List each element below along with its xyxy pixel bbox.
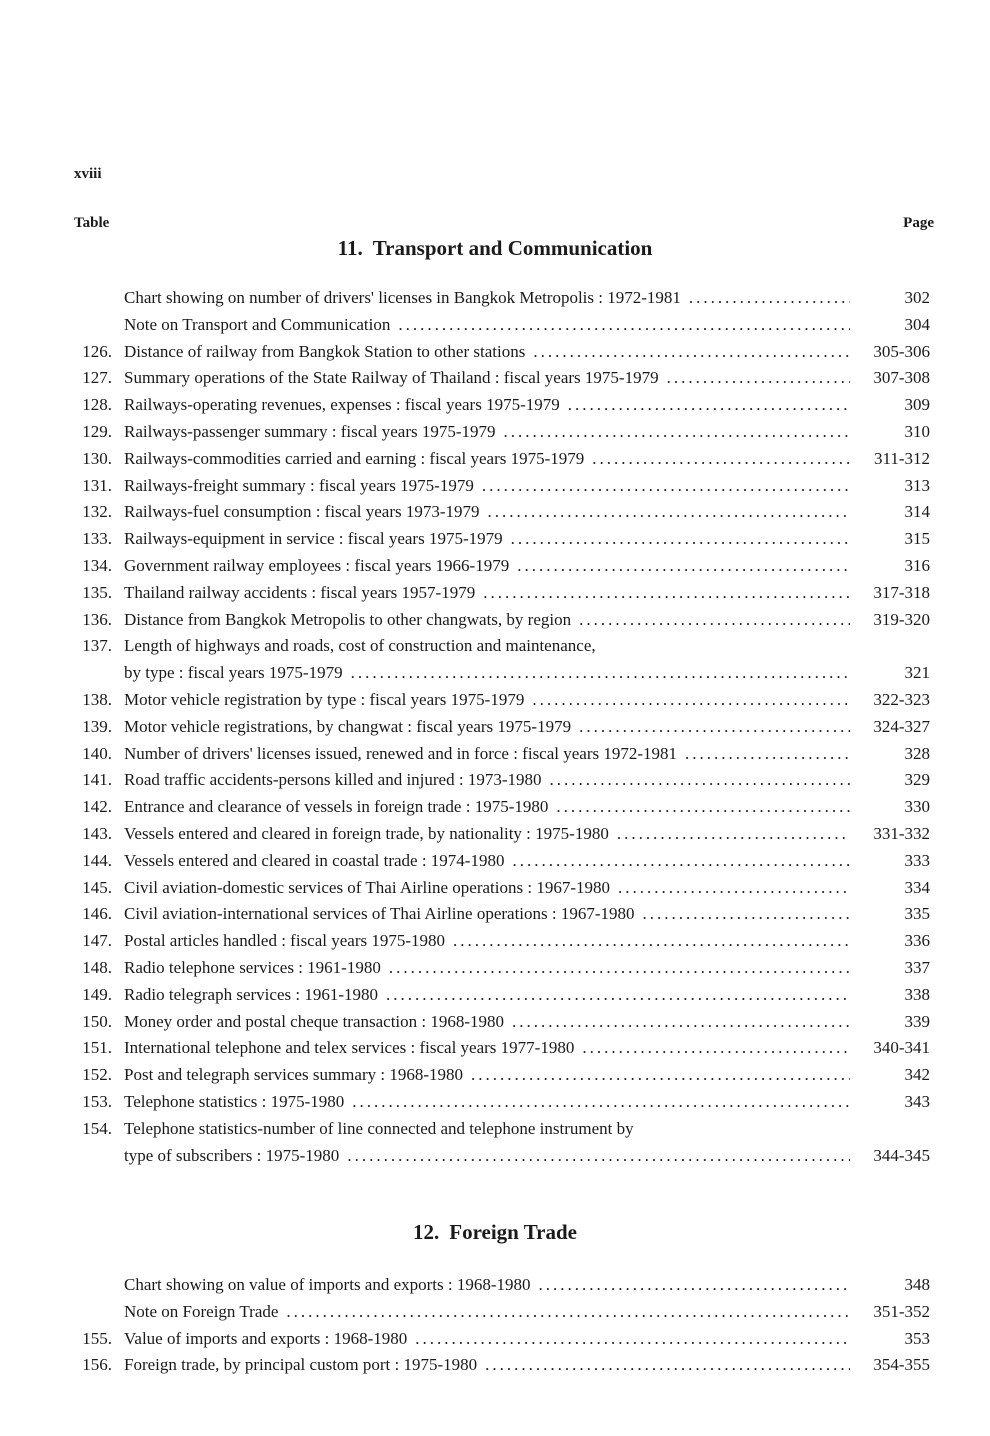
table-number: 136. — [82, 609, 112, 629]
toc-entry-line — [124, 553, 850, 580]
leader-dots — [681, 285, 850, 312]
toc-entry-line — [124, 607, 850, 634]
page-ref: 302 — [904, 288, 930, 307]
toc-entry-continuation — [54, 1143, 930, 1170]
page-ref: 322-323 — [873, 689, 930, 709]
page-ref: 339 — [904, 1011, 930, 1031]
table-number: 138. — [82, 689, 112, 709]
table-number: 126. — [82, 341, 112, 361]
table-number: 128. — [82, 395, 112, 415]
table-number: 132. — [82, 502, 112, 522]
page-ref: 353 — [904, 1328, 930, 1348]
leader-dots — [609, 821, 850, 848]
toc-entry-line — [124, 392, 850, 419]
toc-entry-line — [124, 419, 850, 446]
table-number: 143. — [82, 823, 112, 843]
toc-entry-line — [124, 1326, 850, 1353]
section-12-toc — [54, 1272, 930, 1379]
leader-dots — [344, 1089, 850, 1116]
page-ref: 315 — [904, 529, 930, 549]
table-title: Motor vehicle registrations, by changwat : fiscal years 1975-1979 — [124, 716, 572, 736]
toc-entry — [54, 499, 930, 526]
leader-dots — [571, 714, 850, 741]
page-column-header: Page — [903, 215, 934, 231]
table-number: 154. — [82, 1118, 112, 1138]
page-number: xviii — [74, 166, 102, 182]
table-number: 130. — [82, 448, 112, 468]
table-number: 142. — [82, 797, 112, 817]
page-ref: 324-327 — [873, 716, 930, 736]
page-ref: 348 — [904, 1275, 930, 1294]
table-title: Note on Foreign Trade — [124, 1301, 279, 1321]
toc-entry — [54, 741, 930, 768]
leader-dots — [524, 687, 850, 714]
table-number: 152. — [82, 1065, 112, 1085]
leader-dots — [542, 767, 851, 794]
table-title: Motor vehicle registration by type : fiscal years 1975-1979 — [124, 689, 525, 709]
toc-entry-line — [124, 526, 850, 553]
table-number: 133. — [82, 529, 112, 549]
table-title: Money order and postal cheque transaction : 1968-1980 — [124, 1011, 505, 1031]
page-ref: 340-341 — [873, 1038, 930, 1058]
table-title: Post and telegraph services summary : 1968-1980 — [124, 1065, 463, 1085]
table-number: 134. — [82, 555, 112, 575]
leader-dots — [574, 1035, 850, 1062]
toc-entry-line — [124, 982, 850, 1009]
table-title: Radio telephone services : 1961-1980 — [124, 957, 381, 977]
leader-dots — [548, 794, 850, 821]
table-number: 144. — [82, 850, 112, 870]
toc-entry-line — [124, 875, 850, 902]
toc-entry — [54, 767, 930, 794]
toc-entry — [54, 365, 930, 392]
leader-dots — [463, 1062, 850, 1089]
toc-entry — [54, 1062, 930, 1089]
leader-dots — [531, 1272, 850, 1299]
leader-dots — [477, 1352, 850, 1379]
toc-entry-line — [124, 1089, 850, 1116]
table-title: Note on Transport and Communication — [124, 314, 391, 334]
table-column-header: Table — [74, 215, 110, 231]
table-number: 127. — [82, 368, 112, 388]
toc-entry — [54, 1352, 930, 1379]
table-title: Radio telegraph services : 1961-1980 — [124, 984, 378, 1004]
section-11-toc — [54, 285, 930, 1169]
leader-dots — [343, 660, 850, 687]
toc-entry — [54, 526, 930, 553]
toc-entry-line — [124, 1143, 850, 1170]
toc-entry-line — [124, 1352, 850, 1379]
table-title: Government railway employees : fiscal years 1966-1979 — [124, 555, 510, 575]
table-number: 156. — [82, 1355, 112, 1375]
section-11-number: 11. — [337, 236, 363, 260]
table-number: 147. — [82, 931, 112, 951]
leader-dots — [560, 392, 850, 419]
table-title: Entrance and clearance of vessels in foreign trade : 1975-1980 — [124, 797, 549, 817]
toc-entry — [54, 901, 930, 928]
toc-entry-line — [124, 1272, 850, 1299]
leader-dots — [677, 741, 850, 768]
toc-entry-line — [124, 580, 850, 607]
section-12-title — [0, 1220, 990, 1245]
table-title: Value of imports and exports : 1968-1980 — [124, 1328, 408, 1348]
toc-entry — [54, 633, 930, 660]
toc-entry-line — [124, 499, 850, 526]
table-title: Railways-fuel consumption : fiscal years 1973-1979 — [124, 502, 480, 522]
table-title: Telephone statistics-number of line connected and telephone instrument by — [124, 1118, 634, 1138]
table-number: 141. — [82, 770, 112, 790]
section-12-number: 12. — [413, 1220, 440, 1244]
table-number: 155. — [82, 1328, 112, 1348]
toc-entry — [54, 473, 930, 500]
toc-entry — [54, 580, 930, 607]
leader-dots — [480, 499, 850, 526]
toc-entry-line — [124, 794, 850, 821]
toc-entry — [54, 848, 930, 875]
toc-entry — [54, 607, 930, 634]
table-title-continuation: by type : fiscal years 1975-1979 — [124, 663, 343, 683]
page-ref: 311-312 — [873, 448, 930, 468]
toc-entry — [54, 794, 930, 821]
toc-entry — [54, 1272, 930, 1299]
leader-dots — [474, 473, 850, 500]
toc-entry — [54, 1326, 930, 1353]
table-title: Railways-operating revenues, expenses : fiscal years 1975-1979 — [124, 395, 560, 415]
toc-entry — [54, 928, 930, 955]
table-title: Vessels entered and cleared in coastal trade : 1974-1980 — [124, 850, 505, 870]
page-ref: 310 — [904, 421, 930, 441]
toc-entry — [54, 1116, 930, 1143]
leader-dots — [659, 365, 850, 392]
page-ref: 317-318 — [873, 582, 930, 602]
table-number: 139. — [82, 716, 112, 736]
table-number: 151. — [82, 1038, 112, 1058]
page-ref: 314 — [904, 502, 930, 522]
toc-entry — [54, 687, 930, 714]
table-title: Railways-passenger summary : fiscal years 1975-1979 — [124, 421, 496, 441]
page-ref: 344-345 — [873, 1145, 930, 1165]
toc-entry-continuation — [54, 660, 930, 687]
toc-entry — [54, 312, 930, 339]
toc-entry-line — [124, 714, 850, 741]
page-ref: 319-320 — [873, 609, 930, 629]
toc-entry — [54, 1009, 930, 1036]
leader-dots — [503, 526, 850, 553]
leader-dots — [504, 1009, 850, 1036]
toc-entry — [54, 955, 930, 982]
leader-dots — [278, 1299, 850, 1326]
page-ref: 328 — [904, 743, 930, 763]
table-number: 145. — [82, 877, 112, 897]
section-11-heading: Transport and Communication — [372, 236, 653, 260]
leader-dots — [610, 875, 850, 902]
leader-dots — [475, 580, 850, 607]
table-number: 148. — [82, 957, 112, 977]
toc-entry — [54, 1035, 930, 1062]
page-ref: 316 — [904, 555, 930, 575]
toc-entry — [54, 339, 930, 366]
page-ref: 338 — [904, 984, 930, 1004]
page-ref: 354-355 — [873, 1355, 930, 1375]
toc-entry-line — [124, 848, 850, 875]
leader-dots — [504, 848, 850, 875]
page-ref: 304 — [904, 314, 930, 334]
table-title: Chart showing on value of imports and exports : 1968-1980 — [124, 1275, 531, 1294]
table-title: Foreign trade, by principal custom port : 1975-1980 — [124, 1355, 478, 1375]
page-ref: 305-306 — [873, 341, 930, 361]
toc-entry-line — [124, 1299, 850, 1326]
table-title: Vessels entered and cleared in foreign trade, by nationality : 1975-1980 — [124, 823, 609, 843]
table-title: Distance of railway from Bangkok Station to other stations — [124, 341, 526, 361]
table-title: International telephone and telex services : fiscal years 1977-1980 — [124, 1038, 575, 1058]
table-title: Postal articles handled : fiscal years 1975-1980 — [124, 931, 446, 951]
table-number: 153. — [82, 1091, 112, 1111]
table-number: 137. — [82, 636, 112, 656]
leader-dots — [525, 339, 850, 366]
toc-entry-line — [124, 285, 850, 312]
page-ref: 335 — [904, 904, 930, 924]
table-title: Chart showing on number of drivers' licenses in Bangkok Metropolis : 1972-1981 — [124, 288, 681, 307]
table-number: 150. — [82, 1011, 112, 1031]
leader-dots — [407, 1326, 850, 1353]
page-ref: 337 — [904, 957, 930, 977]
page-ref: 313 — [904, 475, 930, 495]
table-title: Summary operations of the State Railway of Thailand : fiscal years 1975-1979 — [124, 368, 659, 388]
table-title: Telephone statistics : 1975-1980 — [124, 1091, 345, 1111]
toc-entry — [54, 1089, 930, 1116]
toc-entry — [54, 419, 930, 446]
table-title: Distance from Bangkok Metropolis to other changwats, by region — [124, 609, 572, 629]
leader-dots — [381, 955, 850, 982]
leader-dots — [496, 419, 850, 446]
page-ref: 343 — [904, 1091, 930, 1111]
page-ref: 307-308 — [873, 368, 930, 388]
table-title: Railways-freight summary : fiscal years 1975-1979 — [124, 475, 474, 495]
toc-entry — [54, 821, 930, 848]
table-title: Railways-equipment in service : fiscal years 1975-1979 — [124, 529, 503, 549]
leader-dots — [635, 901, 850, 928]
page-ref: 336 — [904, 931, 930, 951]
toc-entry — [54, 714, 930, 741]
toc-entry-line — [124, 1062, 850, 1089]
toc-entry-line — [124, 928, 850, 955]
toc-entry-line — [124, 339, 850, 366]
toc-entry-line — [124, 741, 850, 768]
page-ref: 331-332 — [873, 823, 930, 843]
toc-entry-line — [124, 767, 850, 794]
table-title: Number of drivers' licenses issued, renewed and in force : fiscal years 1972-1981 — [124, 743, 678, 763]
table-title: Civil aviation-international services of Thai Airline operations : 1967-1980 — [124, 904, 635, 924]
page-ref: 309 — [904, 395, 930, 415]
table-number: 131. — [82, 475, 112, 495]
page-ref: 329 — [904, 770, 930, 790]
toc-entry-line — [124, 446, 850, 473]
table-number: 140. — [82, 743, 112, 763]
toc-entry-line — [124, 1116, 930, 1143]
section-11-title — [0, 236, 990, 261]
table-title: Length of highways and roads, cost of construction and maintenance, — [124, 636, 596, 656]
table-number: 146. — [82, 904, 112, 924]
toc-entry-line — [124, 821, 850, 848]
table-title: Thailand railway accidents : fiscal years 1957-1979 — [124, 582, 476, 602]
leader-dots — [571, 607, 850, 634]
toc-entry-line — [124, 955, 850, 982]
toc-entry — [54, 285, 930, 312]
leader-dots — [339, 1143, 850, 1170]
page-ref: 334 — [904, 877, 930, 897]
table-title: Civil aviation-domestic services of Thai Airline operations : 1967-1980 — [124, 877, 610, 897]
leader-dots — [445, 928, 850, 955]
leader-dots — [390, 312, 850, 339]
toc-entry — [54, 875, 930, 902]
section-12-heading: Foreign Trade — [449, 1220, 577, 1244]
table-title: Railways-commodities carried and earning : fiscal years 1975-1979 — [124, 448, 585, 468]
toc-entry-line — [124, 901, 850, 928]
page-ref: 330 — [904, 797, 930, 817]
page-ref: 351-352 — [873, 1301, 930, 1321]
table-title-continuation: type of subscribers : 1975-1980 — [124, 1145, 340, 1165]
toc-entry-line — [124, 365, 850, 392]
toc-entry — [54, 1299, 930, 1326]
toc-entry-line — [124, 633, 930, 660]
toc-entry-line — [124, 473, 850, 500]
toc-entry-line — [124, 1009, 850, 1036]
table-number: 149. — [82, 984, 112, 1004]
page-ref: 333 — [904, 850, 930, 870]
leader-dots — [584, 446, 850, 473]
page-ref: 342 — [904, 1065, 930, 1085]
toc-entry-line — [124, 660, 850, 687]
toc-entry — [54, 982, 930, 1009]
table-number: 135. — [82, 582, 112, 602]
leader-dots — [509, 553, 850, 580]
toc-entry-line — [124, 687, 850, 714]
toc-entry — [54, 446, 930, 473]
leader-dots — [378, 982, 850, 1009]
toc-entry-line — [124, 312, 850, 339]
table-number: 129. — [82, 421, 112, 441]
page-ref: 321 — [904, 663, 930, 683]
toc-entry — [54, 553, 930, 580]
table-title: Road traffic accidents-persons killed and injured : 1973-1980 — [124, 770, 542, 790]
toc-entry — [54, 392, 930, 419]
toc-entry-line — [124, 1035, 850, 1062]
